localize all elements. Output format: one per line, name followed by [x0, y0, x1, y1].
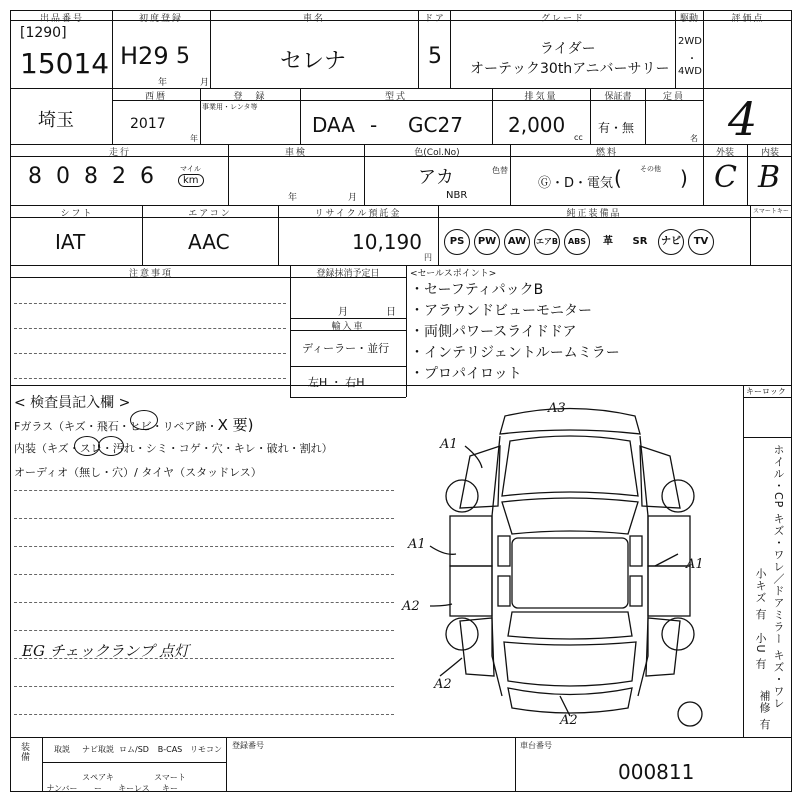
divider [747, 144, 748, 205]
model-name-label: 車名 [302, 14, 325, 24]
window-right-rear [630, 576, 642, 606]
color-change-label: 色替 [492, 166, 508, 175]
equipment-item: エアB [534, 229, 560, 255]
capacity-label: 定員 [662, 92, 685, 102]
door-left-front [450, 516, 492, 566]
drive-4wd: 4WD [678, 66, 702, 77]
divider [290, 366, 406, 367]
cc-unit: cc [574, 133, 583, 142]
equipment-item: ナビ [658, 229, 684, 255]
windshield [502, 498, 638, 534]
divider [515, 737, 516, 792]
divider [300, 88, 301, 144]
mark-line [430, 546, 456, 554]
rental-label: 事業用・レンタ等 [202, 103, 258, 111]
mark-line [430, 604, 452, 606]
footer-item: キーレス [118, 784, 150, 793]
mark-line [655, 554, 678, 566]
sales-point: ・両側パワースライドドア [410, 324, 577, 340]
year-unit-2: 年 [190, 134, 198, 143]
chassis-label: 車台番号 [520, 741, 552, 750]
fuel-label: 燃料 [595, 148, 618, 158]
mark-a2-left: A2 [402, 599, 420, 614]
divider [112, 10, 113, 144]
divider [278, 205, 279, 265]
mark-a3: A3 [548, 401, 566, 416]
rear-bumper [508, 688, 632, 713]
divider [42, 762, 226, 763]
color-value: アカ [418, 167, 454, 188]
sales-point: ・セーフティパックB [410, 282, 544, 298]
displacement: 2,000 [508, 113, 566, 137]
type-dash: - [370, 113, 378, 137]
displacement-label: 排気量 [524, 92, 558, 102]
equipment-label: 純正装備品 [566, 209, 622, 219]
door-right-rear [648, 566, 690, 616]
note-line [14, 378, 286, 379]
car-diagram [400, 396, 740, 736]
inspector-title: < 検査員記入欄 > [14, 395, 131, 411]
note-line [14, 353, 286, 354]
mark-a1-front: A1 [440, 437, 458, 452]
footer-item: スマートキー [154, 773, 186, 793]
color-label: 色(Col.No) [414, 148, 460, 158]
reg-day: 日 [386, 307, 396, 318]
mileage-label: 走行 [108, 148, 131, 158]
window-left-rear [498, 576, 510, 606]
divider [703, 144, 704, 205]
note-line [14, 602, 394, 603]
divider [750, 205, 751, 265]
fuel-options: Ⓖ・D・電気 [538, 176, 614, 191]
divider [590, 88, 591, 144]
western-year: 2017 [130, 116, 166, 132]
chassis-number: 000811 [618, 760, 695, 784]
sales-label: <セールスポイント> [410, 269, 497, 279]
drive-label: 駆動 [679, 14, 698, 24]
legend-1: ホイル・CP キズ・ワレ／ドアミラー キズ・ワレ [772, 444, 785, 710]
first-reg-month: 5 [176, 44, 190, 69]
rear-window [508, 612, 632, 639]
mark-circle [130, 410, 158, 430]
equipment-item: TV [688, 229, 714, 255]
divider [418, 10, 419, 88]
year-unit: 年 [158, 78, 168, 88]
drive-dot: ・ [687, 54, 697, 65]
divider [406, 265, 407, 397]
smartkey-label: スマートキー [753, 208, 789, 215]
equipment-item: SR [632, 236, 648, 247]
import-label: 輸入車 [331, 322, 365, 332]
western-label: 西暦 [144, 92, 167, 102]
equipment-item: ABS [564, 229, 590, 255]
score-label: 評価点 [731, 14, 765, 24]
registration-label: 登 録 [233, 92, 267, 102]
mark-a2-rear-left: A2 [434, 677, 452, 692]
mileage-digit: 6 [140, 164, 168, 189]
mileage-digits [28, 164, 168, 189]
grade-label: グレード [540, 14, 585, 24]
footer-item: ロム/SD [119, 745, 149, 754]
reg-expire-label: 登録抹消予定日 [316, 269, 380, 279]
sales-point: ・アラウンドビューモニター [410, 303, 592, 319]
divider [645, 88, 646, 144]
warranty: 有・無 [598, 121, 635, 135]
mark-line [440, 658, 462, 676]
import-value: ディーラー・並行 [302, 342, 390, 355]
roof [512, 538, 628, 608]
doors-label: ドア [424, 14, 446, 24]
rear-hatch [504, 642, 636, 686]
drive-2wd: 2WD [678, 36, 702, 47]
inspection-label: 車検 [284, 148, 307, 158]
handwritten-note: EG チェックランプ 点灯 [22, 642, 190, 660]
month-unit: 月 [200, 78, 210, 88]
key-lock-label: キーロック [746, 387, 786, 396]
grade-line2: オーテック30thアニバーサリー [470, 61, 670, 77]
legend-2: 小キズ 有 小U 有 [754, 568, 767, 671]
aircon-value: AAC [188, 230, 230, 254]
door-left-rear [450, 566, 492, 616]
lot-label: 出品番号 [39, 14, 84, 24]
handle-side: 左H ・ 右H [308, 376, 365, 389]
divider [200, 88, 201, 144]
yen-unit: 円 [424, 253, 432, 262]
footer-item: ナビ取説 [82, 745, 114, 754]
interior-line: 内装（キズ・スレ・汚れ・シミ・コゲ・穴・キレ・破れ・割れ） [14, 442, 333, 455]
mileage-digit: 8 [84, 164, 112, 189]
type-label: 型式 [384, 92, 407, 102]
lot-code: [1290] [20, 25, 67, 41]
footer-item: ナンバー [46, 784, 78, 793]
mark-circle [74, 436, 100, 456]
grade-line1: ライダー [540, 41, 596, 57]
front-bumper [500, 409, 640, 435]
glass-line: Fガラス（キズ・飛石・ヒビ・リペア跡・X 要) [14, 416, 254, 434]
exterior-grade: C [714, 160, 737, 195]
lot-number: 15014 [20, 47, 110, 80]
first-reg-label: 初度登録 [138, 14, 183, 24]
footer-item: 取説 [54, 745, 70, 754]
mark-a2-rear: A2 [560, 713, 578, 728]
warranty-label: 保証書 [604, 92, 632, 102]
mileage-digit: 2 [112, 164, 140, 189]
divider [226, 737, 227, 792]
equipment-item: 革 [603, 236, 613, 247]
fuel-paren-open: ( [614, 166, 622, 190]
exterior-label: 外装 [715, 148, 734, 158]
divider [142, 205, 143, 265]
note-line [14, 546, 394, 547]
fender-right-rear [646, 618, 680, 676]
recycle-label: リサイクル預託金 [314, 209, 402, 219]
window-left-front [498, 536, 510, 566]
capacity-unit: 名 [690, 134, 698, 143]
type-code: GC27 [408, 113, 463, 137]
first-reg-era: H29 [120, 42, 169, 70]
divider [290, 397, 406, 398]
footer-item: B-CAS [157, 745, 183, 754]
reg-month: 月 [338, 307, 348, 318]
mark-line [465, 446, 482, 468]
score-value: 4 [728, 92, 758, 146]
mileage-digit: 8 [28, 164, 56, 189]
mark-a1-left: A1 [408, 537, 426, 552]
doors-value: 5 [428, 44, 442, 69]
note-line [14, 303, 286, 304]
recycle-value: 10,190 [352, 230, 422, 254]
insp-month-unit: 月 [348, 193, 358, 203]
equipment-item: AW [504, 229, 530, 255]
aircon-label: エアコン [188, 209, 232, 219]
km-label: km [178, 174, 204, 187]
divider [10, 385, 792, 386]
equipment-item: PS [444, 229, 470, 255]
footer-items-bottom [44, 772, 188, 794]
note-line [14, 630, 394, 631]
mark-a1-right: A1 [686, 557, 704, 572]
divider [10, 737, 792, 738]
mile-label: マイル [180, 165, 201, 173]
footer-item: スペアキー [82, 773, 114, 793]
divider [743, 437, 792, 438]
divider [510, 144, 511, 205]
reg-no-label: 登録番号 [232, 741, 264, 750]
mileage-digit: 0 [56, 164, 84, 189]
note-line [14, 714, 394, 715]
divider [438, 205, 439, 265]
footer-items-top [44, 744, 224, 755]
fender-left-rear [460, 618, 494, 676]
note-line [14, 686, 394, 687]
sales-point: ・プロパイロット [410, 366, 522, 382]
footer-item: リモコン [190, 745, 222, 754]
model-name: セレナ [280, 49, 347, 74]
footer-side-label: 装備 [19, 742, 29, 762]
sales-points [410, 280, 620, 385]
mark-circle [98, 436, 124, 456]
shift-value: IAT [55, 230, 86, 254]
fuel-other-label: その他 [640, 165, 661, 173]
hood [502, 436, 638, 496]
divider [290, 265, 291, 397]
divider [210, 10, 211, 88]
equipment-list [444, 229, 718, 255]
shift-label: シフト [60, 209, 94, 219]
window-right-front [630, 536, 642, 566]
color-code: NBR [446, 190, 468, 201]
note-line [14, 518, 394, 519]
interior-grade: B [758, 160, 781, 195]
fuel-paren-close: ) [680, 166, 688, 190]
sales-point: ・インテリジェントルームミラー [410, 345, 620, 361]
divider [703, 10, 704, 144]
divider [450, 10, 451, 88]
divider [228, 144, 229, 205]
note-line [14, 574, 394, 575]
area: 埼玉 [38, 110, 74, 131]
equipment-item: PW [474, 229, 500, 255]
divider [364, 144, 365, 205]
legend-3: 補修 有 [758, 690, 771, 731]
note-line [14, 328, 286, 329]
caution-label: 注意事項 [128, 269, 173, 279]
audio-line: オーディオ（無し・穴）/ タイヤ（スタッドレス） [14, 466, 262, 479]
divider [743, 397, 792, 398]
divider [492, 88, 493, 144]
divider [42, 737, 43, 792]
interior-label: 内装 [760, 148, 779, 158]
note-line [14, 490, 394, 491]
insp-year-unit: 年 [288, 193, 298, 203]
spare-tire [678, 702, 702, 726]
type-prefix: DAA [312, 113, 355, 137]
